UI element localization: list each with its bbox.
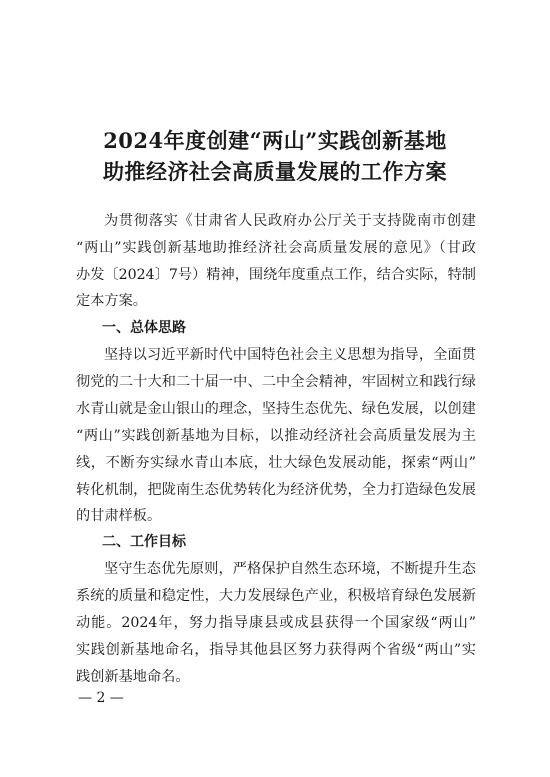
document-title-line-2: 助推经济社会高质量发展的工作方案 <box>103 159 447 184</box>
intro-line: 为贯彻落实《甘肃省人民政府办公厅关于支持陇南市创建 <box>104 213 476 229</box>
section-heading-work-goals: 二、工作目标 <box>102 534 186 550</box>
section-2-line: 实践创新基地命名，指导其他县区努力获得两个省级“两山”实 <box>76 642 476 658</box>
section-heading-overall-approach: 一、总体思路 <box>102 320 186 336</box>
section-1-line: 线，不断夯实绿水青山本底，壮大绿色发展动能，探索“两山” <box>76 455 476 471</box>
section-2-line: 坚守生态优先原则，严格保护自然生态环境，不断提升生态 <box>104 561 476 577</box>
section-2-line: 践创新基地命名。 <box>76 669 190 685</box>
section-2-line: 系统的质量和稳定性，大力发展绿色产业，积极培育绿色发展新 <box>76 588 476 604</box>
section-2-line: 动能。2024年，努力指导康县或成县获得一个国家级“两山” <box>76 615 476 631</box>
intro-line: 办发〔2024〕7号）精神，围绕年度重点工作，结合实际，特制 <box>76 267 476 283</box>
section-1-line: 水青山就是金山银山的理念，坚持生态优先、绿色发展，以创建 <box>76 401 476 417</box>
page-number: — 2 — <box>78 690 124 706</box>
intro-line: 定本方案。 <box>76 293 147 309</box>
section-1-line: 转化机制，把陇南生态优势转化为经济优势，全力打造绿色发展 <box>76 482 476 498</box>
section-1-line: 的甘肃样板。 <box>76 508 162 524</box>
section-1-line: 坚持以习近平新时代中国特色社会主义思想为指导，全面贯 <box>104 347 476 363</box>
document-title-line-1: 2024年度创建“两山”实践创新基地 <box>103 128 447 153</box>
intro-line: “两山”实践创新基地助推经济社会高质量发展的意见》（甘政 <box>76 240 476 256</box>
section-1-line: “两山”实践创新基地为目标，以推动经济社会高质量发展为主 <box>76 428 476 444</box>
section-1-line: 彻党的二十大和二十届一中、二中全会精神，牢固树立和践行绿 <box>76 374 476 390</box>
